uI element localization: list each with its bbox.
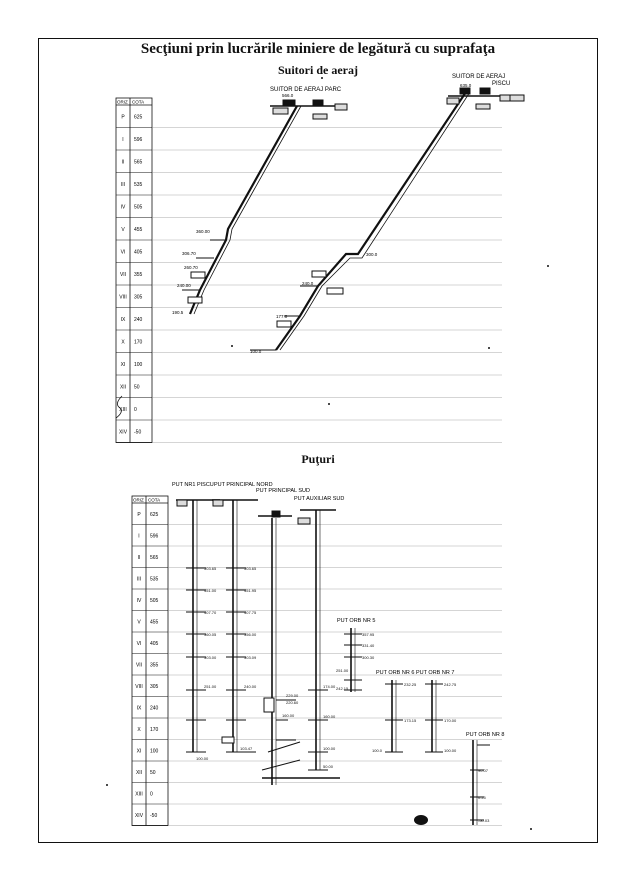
level-table-shafts [132,496,505,826]
shaft-orb-8-value-1: 90.07 [478,768,489,773]
shafts-table-horizon-9: IX [136,705,142,712]
shafts-table-elevation-11: 100 [150,748,159,755]
shaft-principal-nord-name: PUT PRINCIPAL NORD [214,482,273,488]
shaft-principal-nord-value-4: 356.00 [244,632,257,637]
shafts-table-horizon-7: VII [135,662,143,669]
shaft-principal-sud-value-1: 229.00 [286,693,299,698]
shafts-table-elevation-8: 305 [150,683,159,690]
shaft-principal-sud [258,511,340,785]
shaft-nr1-piscu [176,500,220,752]
shaft-principal-nord-value-5: 303.09 [244,655,257,660]
raises-table-horizon-7: VII [119,271,127,278]
raises-table-elevation-5: 455 [134,226,143,233]
shaft-nr1-piscu-value-7: 100.00 [196,756,209,761]
shaft-nr1-piscu-value-3: 407.70 [204,610,217,615]
shaft-auxiliar-sud-value-1: 174.00 [323,684,336,689]
raise-piscu-label-2: 240.0 [302,281,314,286]
raises-table-horizon-2: II [121,159,125,166]
raise-parc-name: SUITOR DE AERAJ PARC [270,87,342,93]
shafts-table-elevation-10: 170 [150,726,159,733]
shafts-table-horizon-10: X [137,726,141,733]
raises-table-elevation-12: 50 [134,384,140,391]
shafts-table-horizon-11: XI [136,748,142,755]
shaft-orb-5 [344,628,362,692]
shaft-nr1-piscu-value-4: 360.05 [204,632,217,637]
shafts-table-horizon-4: IV [136,597,142,604]
shafts-table-horizon-2: II [137,554,141,561]
raise-parc-label-2: 306.70 [182,251,196,256]
shaft-orb-6-value-2: 173.15 [404,718,417,723]
shaft-nr1-piscu-value-6: 251.00 [204,684,217,689]
shaft-orb-5-value-4: 251.00 [336,668,349,673]
raises-table-horizon-5: V [121,226,125,233]
shafts-table-horizon-6: VI [136,640,142,647]
section-title-shafts: Puţuri [301,452,335,466]
raises-table-elevation-10: 170 [134,339,143,346]
shafts-table-elevation-5: 455 [150,619,159,626]
shaft-auxiliar-sud-value-2: 160.00 [323,714,336,719]
shaft-principal-nord-value-3: 407.75 [244,610,257,615]
shafts-table-elevation-13: 0 [150,791,153,798]
shafts-table-horizon-1: I [138,533,140,540]
shaft-nr1-piscu-value-2: 451.00 [204,588,217,593]
raises-table-elevation-0: 625 [134,114,143,121]
table-header-elevation: COTA [148,497,161,503]
raise-parc-label-3: 260.70 [184,265,198,270]
shafts-table-elevation-7: 355 [150,662,159,669]
shaft-orb-6 [385,680,403,752]
raise-piscu-name-2: PISCU [492,81,511,87]
raises-table-horizon-12: XII [119,384,127,391]
shaft-orb-7-name: PUT ORB NR 7 [416,670,455,676]
raises-table-elevation-11: 100 [134,361,143,368]
raises-table-elevation-7: 355 [134,271,143,278]
section-title-raises: Suitori de aeraj [278,63,358,77]
shaft-principal-nord-value-2: 451.95 [244,588,257,593]
raises-table-horizon-14: XIV [118,429,128,436]
level-table-raises [116,98,502,443]
shafts-table-elevation-6: 405 [150,640,159,647]
shaft-principal-nord-value-6: 240.00 [244,684,257,689]
raise-piscu-label-1: 300.0 [366,252,378,257]
shaft-orb-7-value-2: 170.00 [444,718,457,723]
raises-table-elevation-2: 565 [134,159,143,166]
shaft-orb-5-value-3: 300.30 [362,655,375,660]
shaft-principal-nord [212,500,258,752]
shafts-table-elevation-1: 596 [150,533,159,540]
shaft-orb-7 [425,680,443,752]
shaft-orb-6-value-1: 232.25 [404,682,417,687]
shaft-nr1-piscu-value-5: 303.00 [204,655,217,660]
shaft-nr1-piscu-name: PUT NR1 PISCU [172,482,214,488]
raise-parc-top-label: 566.0 [282,93,294,98]
raises-table-elevation-9: 240 [134,316,143,323]
raises-table-horizon-0: P [121,114,125,121]
table-header-horizon: ORIZ [117,99,128,105]
raise-piscu-label-4: 100.0 [250,349,262,354]
page-title: Secţiuni prin lucrările miniere de legătură cu suprafaţa [140,41,496,57]
shaft-orb-6-name: PUT ORB NR 6 [376,670,415,676]
shaft-principal-sud-name: PUT PRINCIPAL SUD [256,488,310,494]
shaft-orb-8-value-2: 0.25 [478,795,486,800]
shaft-orb-6-value-3: 100.0 [372,748,383,753]
raises-table-elevation-14: -50 [134,429,142,436]
raise-parc-label-1: 360.00 [196,229,210,234]
raises-table-horizon-11: XI [120,361,126,368]
raises-table-elevation-1: 596 [134,136,143,143]
raises-table-horizon-8: VIII [119,294,127,301]
shaft-principal-sud-value-2: 220.60 [286,700,299,705]
shaft-auxiliar-sud-name: PUT AUXILIAR SUD [294,496,345,502]
shaft-orb-5-value-2: 331.40 [362,643,375,648]
shafts-table-horizon-13: XIII [135,791,143,798]
shafts-table-elevation-4: 505 [150,597,159,604]
shaft-auxiliar-sud [298,510,336,770]
shafts-table-elevation-14: -50 [150,812,158,819]
shaft-orb-5-name: PUT ORB NR 5 [337,618,376,624]
shaft-auxiliar-sud-value-4: 50.00 [323,764,334,769]
shafts-table-horizon-3: III [136,576,142,583]
raises-table-horizon-9: IX [120,316,126,323]
raises-table-elevation-13: 0 [134,406,137,413]
shafts-table-elevation-3: 535 [150,576,159,583]
raise-parc-label-5: 190.5 [172,310,184,315]
table-header-horizon: ORIZ [133,497,144,503]
shaft-orb-7-value-1: 242.75 [444,682,457,687]
raise-piscu [250,88,524,350]
raise-parc-label-4: 240.00 [177,283,191,288]
shafts-table-elevation-12: 50 [150,769,156,776]
raises-table-elevation-6: 405 [134,249,143,256]
raises-table-horizon-13: XIII [119,406,127,413]
shaft-orb-7-value-3: 100.00 [444,748,457,753]
shafts-table-elevation-2: 565 [150,554,159,561]
shafts-table-horizon-0: P [137,511,141,518]
shafts-table-horizon-12: XII [135,769,143,776]
shafts-table-horizon-8: VIII [135,683,143,690]
raises-table-horizon-6: VI [120,249,126,256]
shaft-nr1-piscu-value-1: 503.65 [204,566,217,571]
shaft-principal-nord-value-7: 103.47 [240,746,253,751]
shaft-auxiliar-sud-value-3: 100.00 [323,746,336,751]
shaft-orb-8-value-3: -50.03 [478,818,490,823]
shafts-table-elevation-0: 625 [150,511,159,518]
table-header-elevation: COTA [132,99,145,105]
raises-table-horizon-4: IV [120,204,126,211]
raise-piscu-top-label: 635.0 [460,83,472,88]
raises-table-horizon-1: I [122,136,124,143]
shaft-principal-sud-value-3: 160.00 [282,713,295,718]
shafts-table-horizon-14: XIV [134,812,144,819]
shaft-orb-8-name: PUT ORB NR 8 [466,732,505,738]
raise-piscu-label-3: 177.0 [276,314,288,319]
raises-table-horizon-3: III [120,181,126,188]
shaft-orb-5-value-5: 242.15 [336,686,349,691]
raises-table-horizon-10: X [121,339,125,346]
shafts-table-elevation-9: 240 [150,705,159,712]
shafts-table-horizon-5: V [137,619,141,626]
shaft-principal-nord-value-1: 503.65 [244,566,257,571]
raises-table-elevation-4: 505 [134,204,143,211]
raise-piscu-name-1: SUITOR DE AERAJ [452,74,506,80]
raises-table-elevation-3: 535 [134,181,143,188]
shaft-orb-5-value-1: 357.95 [362,632,375,637]
raises-table-elevation-8: 305 [134,294,143,301]
